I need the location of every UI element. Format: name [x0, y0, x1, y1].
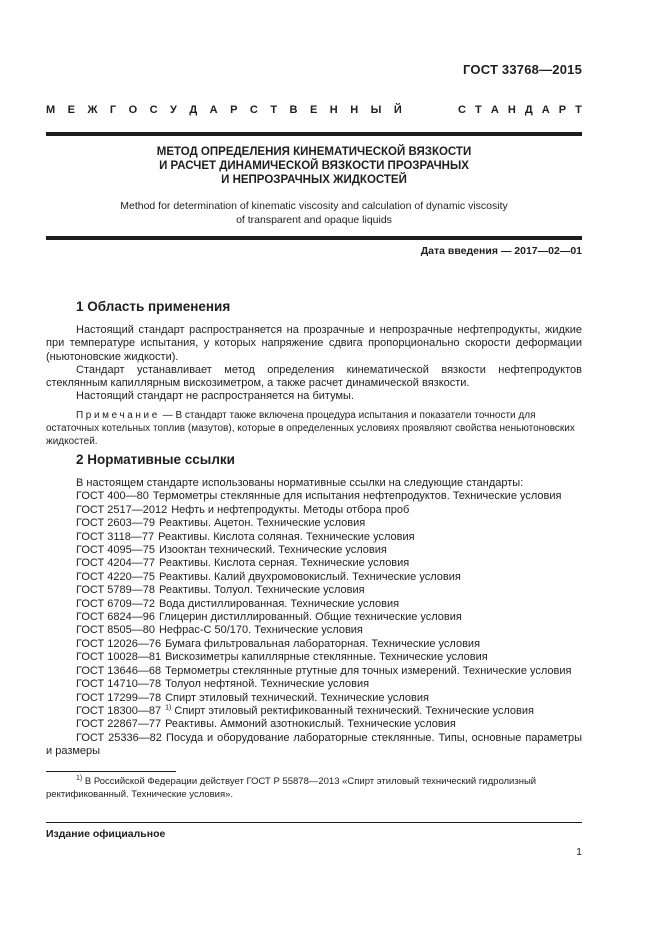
top-thick-rule — [46, 132, 582, 136]
reference-item — [46, 718, 582, 731]
reference-item — [46, 544, 582, 557]
title-ru-line: МЕТОД ОПРЕДЕЛЕНИЯ КИНЕМАТИЧЕСКОЙ ВЯЗКОСТИ — [156, 146, 472, 158]
reference-code: ГОСТ 4204—77 — [76, 557, 155, 570]
reference-title: Реактивы. Ацетон. Технические условия — [158, 517, 366, 530]
reference-item — [46, 531, 582, 544]
note-label: Примечание — [76, 410, 160, 421]
reference-code: ГОСТ 4220—75 — [76, 570, 155, 583]
reference-item — [46, 692, 582, 705]
reference-title: Реактивы. Кислота соляная. Технические условия — [158, 530, 415, 543]
reference-title: Спирт этиловый ректификованный технический. Технические условия — [174, 704, 534, 717]
title-ru-line: И НЕПРОЗРАЧНЫХ ЖИДКОСТЕЙ — [221, 174, 407, 186]
footnote — [46, 775, 582, 801]
note — [46, 409, 582, 448]
bottom-rule — [46, 822, 582, 823]
section-1-heading: 1 Область применения — [76, 299, 231, 314]
footnote-text: В Российской Федерации действует ГОСТ Р 55878—2013 «Спирт этиловый технический гидролизный ректификованный. Технические условия». — [46, 776, 537, 800]
title-english — [46, 199, 582, 227]
banner-word-interstate: М Е Ж Г О С У Д А Р С Т В Е Н Н Ы Й — [46, 104, 402, 116]
reference-item — [46, 624, 582, 637]
footnote-ref-mark: 1) — [165, 704, 172, 712]
paragraph: Настоящий стандарт распространяется на прозрачные и непрозрачные нефтепродукты, жидкие при температуре испытания, у которых напряжение сдвига пропорционально скорости деформации (ньютоновские жидкости). — [46, 324, 582, 363]
reference-code: ГОСТ 2603—79 — [76, 517, 155, 530]
paragraph: Стандарт устанавливает метод определения кинематической вязкости нефтепродуктов стеклянным капиллярным вискозиметром, а также расчет динамической вязкости. — [46, 363, 582, 390]
title-russian — [46, 145, 582, 187]
reference-item — [46, 504, 582, 517]
normative-references — [46, 477, 582, 759]
title-en-line: Method for determination of kinematic viscosity and calculation of dynamic viscosity — [120, 200, 508, 212]
reference-title: Глицерин дистиллированный. Общие технические условия — [158, 611, 462, 624]
note-text: — В стандарт также включена процедура испытания и показатели точности для остаточных котельных топлив (мазутов), которые в определенных условиях проявляют свойства неньютоновских жидкостей. — [46, 410, 575, 447]
reference-item — [46, 517, 582, 530]
reference-code: ГОСТ 22867—77 — [76, 718, 162, 731]
reference-title: Термометры стеклянные для испытания нефтепродуктов. Технические условия — [152, 490, 562, 503]
reference-title: Изооктан технический. Технические условия — [158, 544, 387, 557]
reference-item — [46, 638, 582, 651]
reference-item — [46, 611, 582, 624]
reference-code: ГОСТ 14710—78 — [76, 678, 162, 691]
reference-title: Бумага фильтровальная лабораторная. Технические условия — [165, 637, 481, 650]
reference-code: ГОСТ 2517—2012 — [76, 503, 168, 516]
reference-code: ГОСТ 13646—68 — [76, 664, 162, 677]
reference-code: ГОСТ 4095—75 — [76, 544, 155, 557]
reference-code: ГОСТ 3118—77 — [76, 530, 155, 543]
reference-code: ГОСТ 18300—87 — [76, 704, 162, 717]
section-2-heading: 2 Нормативные ссылки — [76, 452, 235, 467]
page-number: 1 — [576, 846, 582, 858]
reference-item — [46, 571, 582, 584]
reference-title: Толуол нефтяной. Технические условия — [165, 678, 370, 691]
footnote-mark: 1) — [76, 774, 83, 782]
title-ru-line: И РАСЧЕТ ДИНАМИЧЕСКОЙ ВЯЗКОСТИ ПРОЗРАЧНЫХ — [159, 160, 469, 172]
reference-code: ГОСТ 400—80 — [76, 490, 149, 503]
reference-item — [46, 584, 582, 597]
reference-item — [46, 732, 582, 759]
reference-item — [46, 651, 582, 664]
section-1-body — [46, 324, 582, 404]
footnote-separator — [46, 771, 176, 772]
interstate-standard-banner — [46, 104, 582, 116]
reference-title: Реактивы. Кислота серная. Технические условия — [158, 557, 410, 570]
reference-item — [46, 557, 582, 570]
reference-code: ГОСТ 5789—78 — [76, 584, 155, 597]
reference-title: Вода дистиллированная. Технические условия — [158, 597, 400, 610]
reference-title: Термометры стеклянные ртутные для точных измерений. Технические условия — [165, 664, 572, 677]
reference-title: Нефть и нефтепродукты. Методы отбора проб — [171, 503, 410, 516]
reference-item — [46, 598, 582, 611]
references-intro: В настоящем стандарте использованы нормативные ссылки на следующие стандарты: — [76, 477, 524, 489]
banner-word-standard: С Т А Н Д А Р Т — [458, 104, 582, 116]
reference-title: Посуда и оборудование лабораторные стеклянные. Типы, основные параметры и размеры — [46, 731, 582, 758]
reference-title: Вискозиметры капиллярные стеклянные. Технические условия — [165, 651, 488, 664]
reference-list — [46, 490, 582, 731]
reference-item — [46, 705, 582, 718]
date-of-introduction: Дата введения — 2017—02—01 — [420, 245, 582, 257]
reference-code: ГОСТ 6824—96 — [76, 611, 155, 624]
reference-item — [46, 678, 582, 691]
reference-code: ГОСТ 10028—81 — [76, 651, 162, 664]
reference-code: ГОСТ 8505—80 — [76, 624, 155, 637]
reference-item — [46, 490, 582, 503]
paragraph: Настоящий стандарт не распространяется на битумы. — [76, 390, 354, 403]
document-number: ГОСТ 33768—2015 — [463, 62, 582, 77]
reference-title: Реактивы. Толуол. Технические условия — [158, 584, 365, 597]
reference-code: ГОСТ 6709—72 — [76, 597, 155, 610]
reference-code: ГОСТ 25336—82 — [76, 731, 162, 744]
reference-title: Нефрас-С 50/170. Технические условия — [158, 624, 363, 637]
reference-title: Спирт этиловый технический. Технические условия — [165, 691, 429, 704]
reference-code: ГОСТ 12026—76 — [76, 637, 162, 650]
reference-title: Реактивы. Калий двухромовокислый. Технические условия — [158, 570, 461, 583]
reference-item — [46, 665, 582, 678]
reference-code: ГОСТ 17299—78 — [76, 691, 162, 704]
reference-title: Реактивы. Аммоний азотнокислый. Технические условия — [165, 718, 456, 731]
title-en-line: of transparent and opaque liquids — [236, 214, 392, 226]
middle-thick-rule — [46, 236, 582, 240]
official-edition-label: Издание официальное — [46, 828, 166, 840]
